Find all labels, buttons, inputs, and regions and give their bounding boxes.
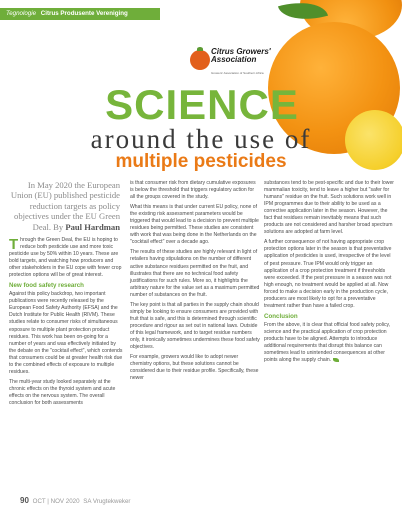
page-number: 90 [20,496,29,505]
logo-title: Citrus Growers' Association [211,47,271,64]
paragraph: The multi-year study looked separately at the chronic effects on the thyroid system and acute effects on the nervous system. The overall conclusion for both assessments [9,378,116,406]
paragraph: The key point is that all parties in the supply chain should simply be looking to ensure consumers are provided with fruit that is safe, and this is determined through scientific procedure and rigour as set out in national laws. Outside of this legal framework, and to target residue numbers only, it ironically sometimes undermines these food safety objectives. [130,301,260,351]
section-header-text [6,8,128,20]
page-footer [20,496,131,506]
author-name: Paul Hardman [65,221,120,232]
subheading: Conclusion [264,312,298,320]
orange-logo-icon [190,50,210,70]
paragraph [264,322,394,364]
paragraph: A further consequence of not having appropriate crop protection options later in the season is that preventative application of pesticides is used, irrespective of the level of pest pressure. True IPM would only trigger an application of a crop protection treatment if thresholds were exceeded. If the pest pressure in a season was not high enough, no treatment would be applied at all. Now forced to make a decision early in the production cycle, producers are most likely to opt for a preventative treatment rather than have a failed crop. [264,239,392,309]
paragraph [9,237,124,279]
column-left [9,237,124,410]
leaf-end-icon [333,358,339,362]
subheading: New food safety research [9,282,84,290]
section-label: Tegnologie [6,10,37,17]
footer-publication: SA Vrugtekweker [83,498,131,505]
section-header [0,8,160,20]
headline-science: SCIENCE [105,81,299,128]
paragraph: What this means is that under current EU policy, none of the existing risk assessment parameters would be triggered that would lead to a decision to prevent multiple residues being permitted. These studies are consistent with work that was being done in the Netherlands on the "cocktail effect" over a decade ago. [130,204,259,246]
column-middle [130,180,260,385]
byline-prefix: By [53,221,64,232]
column-right [264,180,394,367]
paragraph: For example, growers would like to adopt newer chemistry options, but these solutions cannot be considered due to their residue profile. Specifically, these newer [130,354,259,382]
drop-cap: T [9,236,19,253]
headline-bottom: multiple pesticides [115,151,287,172]
paragraph: Against this policy backdrop, two important publications were recently released by the European Food Safety Authority (EFSA) and the Dutch Institute for Public Health (RIVM). These studies relate to consumer risks of simultaneous exposure to multiple plant protection product residues. This work has been on-going for a number of years and was effectively initiated by the debate on the "cocktail effect", which contends that consumers could be at greater health risk due to the combined effects of exposure to multiple residues. [9,291,123,375]
standfirst-text: In May 2020 the European Union (EU) published pesticide reduction targets as policy objectives under the EU Green Deal. [10,180,120,232]
standfirst [8,180,120,232]
paragraph: The results of these studies are highly relevant in light of retailers having stipulations on the number of different active substance residues permitted on the fruit, and illustrates that there are no technical food safety justifications for such rules. More so, it highlights the arbitrary nature for the value set as a maximum permitted number of substances on the fruit. [130,249,260,298]
paragraph: is that consumer risk from dietary cumulative exposures is below the threshold that triggers regulatory action for all the groups covered in the study. [130,180,256,201]
footer-issue: OCT | NOV 2020 [32,498,80,505]
paragraph: substances tend to be pest-specific and due to their lower mammalian toxicity, tend to leave a higher but "safer for humans" residue on the fruit. Such solutions work well in IPM programmes due to their ability to be used as a corrective application later in the season. However, the fact that residues remain inevitably means that such products are not considered and harsher broad spectrum solutions are adopted at farm level. [264,180,394,236]
paragraph-text: From the above, it is clear that official food safety policy, science and the practical application of crop protection products have to be aligned. Attempts to introduce additional requirements that disrupt this balance can sometimes lead to unintended consequences at other points along the supply chain. [264,321,391,364]
paragraph-text: hrough the Green Deal, the EU is hoping to reduce both pesticide use and more toxic pesticide use by 50% within 10 years. These are bold targets, and watching how producers and other stakeholders in the EU cope with fewer crop protection options will be of great interest. [9,237,122,279]
logo-tagline: Growers' Association of Southern Africa [211,71,264,75]
organization-label: Citrus Produsente Vereniging [40,10,128,17]
headline-middle: around the use of [90,124,312,154]
